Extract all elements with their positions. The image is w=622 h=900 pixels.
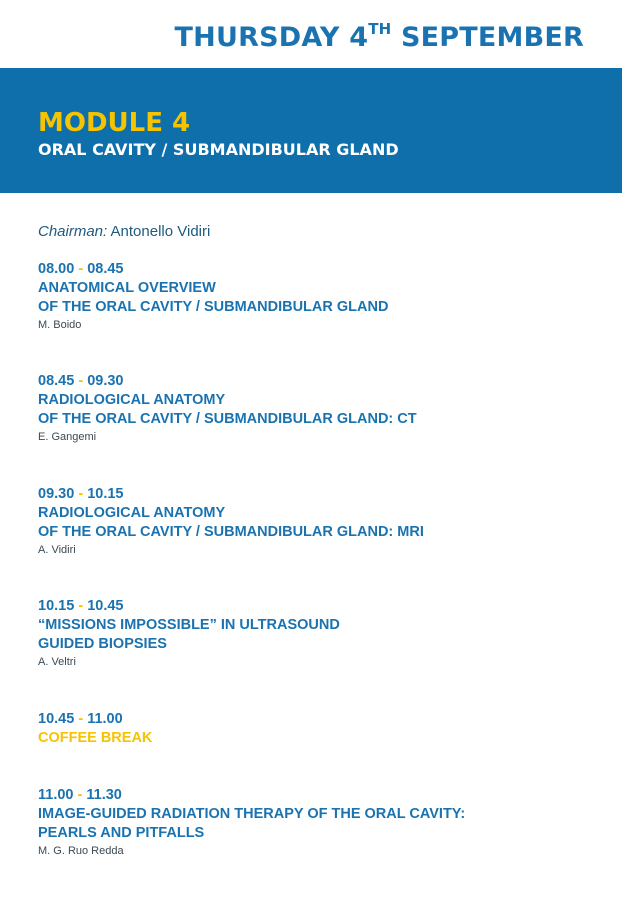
session-end: 08.45 [87,261,124,277]
session-start: 10.15 [38,598,75,614]
time-dash: - [74,373,88,389]
time-dash: - [74,486,88,502]
chairman-label: Chairman: [38,223,108,240]
session-title-line: OF THE ORAL CAVITY / SUBMANDIBULAR GLAND: CT [38,411,417,427]
day-title-main: THURSDAY 4 [174,22,369,53]
module-subtitle: ORAL CAVITY / SUBMANDIBULAR GLAND [38,140,399,159]
session-end: 11.00 [87,711,123,727]
chairman-line [38,223,210,240]
chairman-name: Antonello Vidiri [107,223,211,240]
session-end: 10.45 [87,598,124,614]
session-start: 08.00 [38,261,75,277]
session-start: 10.45 [38,711,75,727]
coffee-break-label: COFFEE BREAK [38,730,153,746]
session-speaker: M. Boido [38,319,82,331]
session-title-line: ANATOMICAL OVERVIEW [38,280,216,296]
session-title-line: GUIDED BIOPSIES [38,636,167,652]
module-title: MODULE 4 [38,108,191,138]
session-item [38,260,598,333]
day-title-month: SEPTEMBER [391,22,584,53]
day-title-ordinal: TH [368,20,392,38]
session-time [38,710,598,729]
session-start: 09.30 [38,486,75,502]
session-start: 08.45 [38,373,75,389]
session-item-break [38,710,598,748]
session-time [38,260,598,279]
session-start: 11.00 [38,787,74,803]
time-dash: - [74,711,88,727]
session-item [38,597,598,670]
session-speaker: E. Gangemi [38,431,97,443]
session-speaker: A. Vidiri [38,544,76,556]
session-time [38,597,598,616]
time-dash: - [73,787,87,803]
day-title [175,22,584,53]
session-speaker: A. Veltri [38,656,76,668]
session-item [38,485,598,558]
time-dash: - [74,261,88,277]
session-title-line: “MISSIONS IMPOSSIBLE” IN ULTRASOUND [38,617,340,633]
session-end: 10.15 [87,486,124,502]
session-item [38,372,598,445]
session-title-line: PEARLS AND PITFALLS [38,825,205,841]
session-speaker: M. G. Ruo Redda [38,845,124,857]
session-end: 09.30 [87,373,124,389]
session-title-line: OF THE ORAL CAVITY / SUBMANDIBULAR GLAND: MRI [38,524,424,540]
session-title-line: OF THE ORAL CAVITY / SUBMANDIBULAR GLAND [38,299,389,315]
session-title-line: RADIOLOGICAL ANATOMY [38,505,226,521]
session-time [38,786,598,805]
session-item [38,786,598,859]
session-time [38,372,598,391]
session-end: 11.30 [86,787,122,803]
time-dash: - [74,598,88,614]
module-banner [0,68,622,193]
session-time [38,485,598,504]
session-title-line: IMAGE-GUIDED RADIATION THERAPY OF THE ORAL CAVITY: [38,806,466,822]
session-title-line: RADIOLOGICAL ANATOMY [38,392,226,408]
